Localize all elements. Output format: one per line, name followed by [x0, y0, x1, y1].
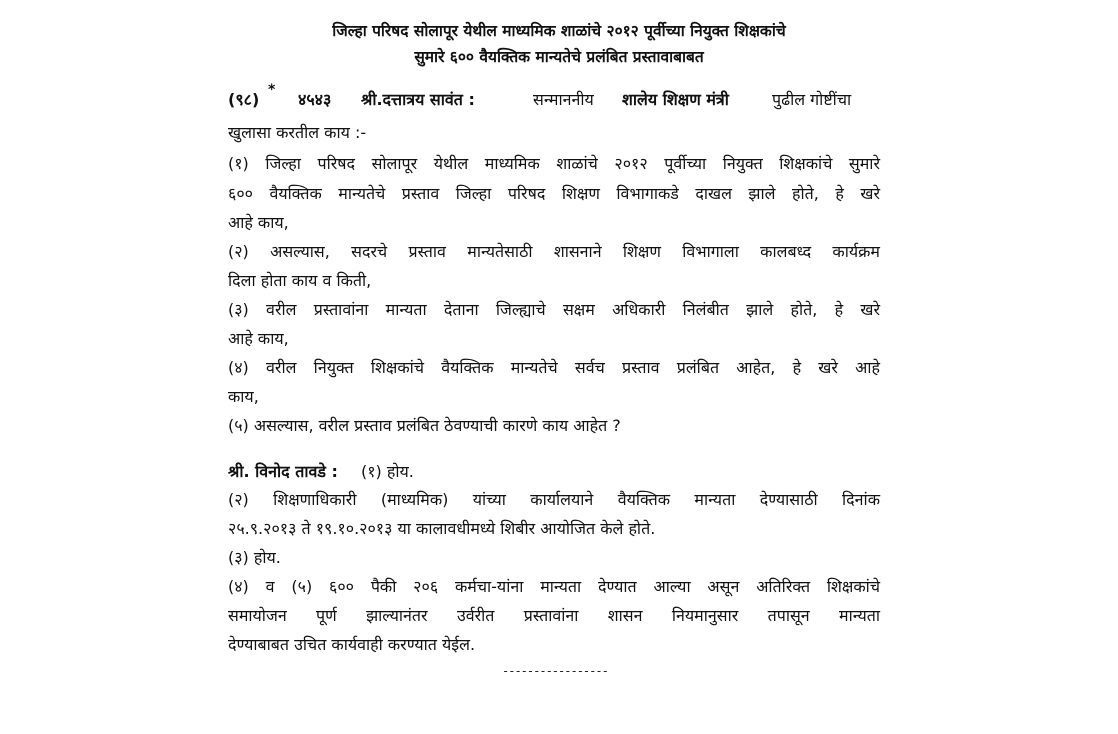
question-intro-pre: सन्माननीय	[533, 90, 594, 109]
question-item-line: (१) जिल्हा परिषद सोलापूर येथील माध्यमिक शाळांचे २०१२ पूर्वीच्या नियुक्त शिक्षकांचे सुमारे	[228, 154, 880, 173]
top-separator	[502, 0, 614, 6]
question-item-line: आहे काय,	[228, 213, 289, 232]
minister-name: शालेय शिक्षण मंत्री	[622, 90, 729, 109]
question-serial: (९८)	[228, 90, 260, 109]
answer-line: (२) शिक्षणाधिकारी (माध्यमिक) यांच्या कार्यालयाने वैयक्तिक मान्यता देण्यासाठी दिनांक	[228, 490, 880, 509]
bottom-separator: -----------------	[502, 664, 608, 678]
question-item-line: (३) वरील प्रस्तावांना मान्यता देताना जिल्ह्याचे सक्षम अधिकारी निलंबीत झाले होते, हे खरे	[228, 300, 880, 319]
question-item-line: आहे काय,	[228, 329, 289, 348]
document-title-line-1: जिल्हा परिषद सोलापूर येथील माध्यमिक शाळांचे २०१२ पूर्वीच्या नियुक्त शिक्षकांचे	[332, 22, 786, 40]
answer-line: (३) होय.	[228, 548, 281, 567]
starred-question-marker: *	[268, 82, 276, 98]
question-number: ४५४३	[298, 90, 332, 109]
question-item-line: (५) असल्यास, वरील प्रस्ताव प्रलंबित ठेवण्याची कारणे काय आहेत ?	[228, 416, 621, 435]
answer-line: (४) व (५) ६०० पैकी २०६ कर्मचा-यांना मान्यता देण्यात आल्या असून अतिरिक्त शिक्षकांचे	[228, 577, 880, 596]
question-item-line: (२) असल्यास, सदरचे प्रस्ताव मान्यतेसाठी शासनाने शिक्षण विभागाला कालबध्द कार्यक्रम	[228, 242, 880, 261]
answer-line: देण्याबाबत उचित कार्यवाही करण्यात येईल.	[228, 635, 476, 654]
question-item-line: दिला होता काय व किती,	[228, 271, 372, 290]
answer-line: २५.९.२०१३ ते १९.१०.२०१३ या कालावधीमध्ये शिबीर आयोजित केले होते.	[228, 519, 656, 538]
answer-speaker: श्री. विनोद तावडे :	[228, 462, 338, 481]
question-item-line: ६०० वैयक्तिक मान्यतेचे प्रस्ताव जिल्हा परिषद शिक्षण विभागाकडे दाखल झाले होते, हे खरे	[228, 184, 880, 203]
member-name: श्री.दत्तात्रय सावंत :	[361, 90, 475, 109]
answer-first: (१) होय.	[361, 462, 414, 481]
question-item-line: (४) वरील नियुक्त शिक्षकांचे वैयक्तिक मान्यतेचे सर्वच प्रस्ताव प्रलंबित आहेत, हे खरे आहे	[228, 358, 880, 377]
answer-line: समायोजन पूर्ण झाल्यानंतर उर्वरीत प्रस्तावांना शासन नियमानुसार तपासून मान्यता	[228, 606, 880, 625]
question-intro-post: पुढील गोष्टींचा	[772, 90, 852, 109]
question-item-line: काय,	[228, 387, 259, 406]
question-intro-line-2: खुलासा करतील काय :-	[228, 123, 367, 142]
document-title-line-2: सुमारे ६०० वैयक्तिक मान्यतेचे प्रलंबित प्रस्तावाबाबत	[414, 48, 704, 66]
